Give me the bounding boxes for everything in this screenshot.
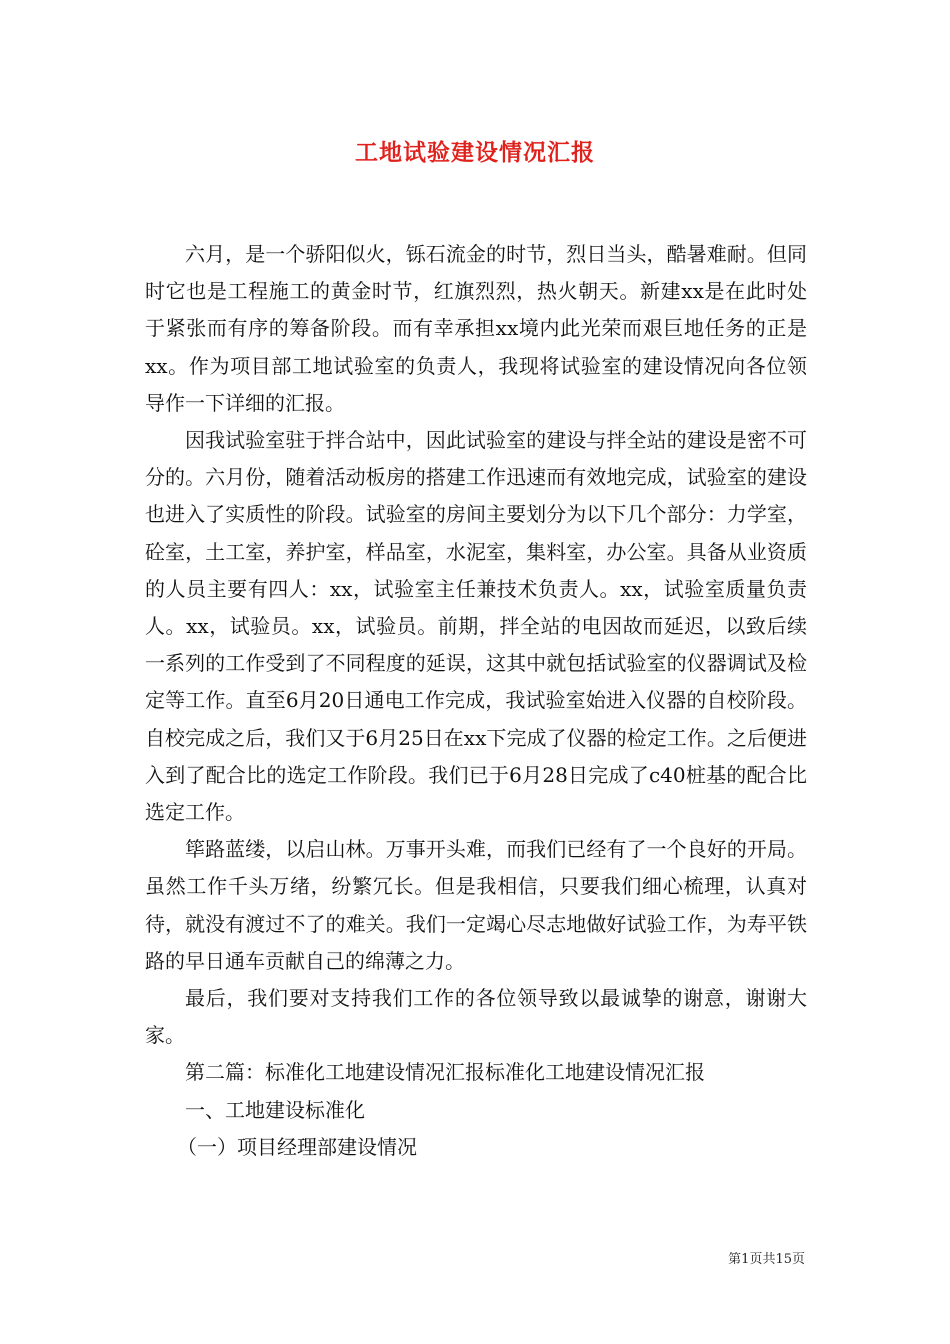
document-title: 工地试验建设情况汇报 [355,139,595,166]
subsection-heading-project-department: （一）项目经理部建设情况 [177,1134,417,1159]
paragraph-lab-construction: 因我试验室驻于拌合站中，因此试验室的建设与拌全站的建设是密不可分的。六月份，随着活动板房的搭建工作迅速而有效地完成，试验室的建设也进入了实质性的阶段。试验室的房间主要划分为以下几个部分：力学室，砼室，土工室，养护室，样品室，水泥室，集料室，办公室。具备从业资质的人员主要有四人：xx，试验室主任兼技术负责人。xx，试验室质量负责人。xx，试验员。xx，试验员。前期，拌全站的电因故而延迟，以致后续一系列的工作受到了不同程度的延误，这其中就包括试验室的仪器调试及检定等工作。直至6月20日通电工作完成，我试验室始进入仪器的自校阶段。自校完成之后，我们又于6月25日在xx下完成了仪器的检定工作。之后便进入到了配合比的选定工作阶段。我们已于6月28日完成了c40桩基的配合比选定工作。 [145,428,807,825]
section-heading-second-article: 第二篇：标准化工地建设情况汇报标准化工地建设情况汇报 [185,1060,705,1085]
paragraph-outlook: 筚路蓝缕，以启山林。万事开头难，而我们已经有了一个良好的开局。虽然工作千头万绪，纷繁冗长。但是我相信，只要我们细心梳理，认真对待，就没有渡过不了的难关。我们一定竭心尽志地做好试验工作，为寿平铁路的早日通车贡献自己的绵薄之力。 [145,837,807,973]
paragraph-intro: 六月，是一个骄阳似火，铄石流金的时节，烈日当头，酷暑难耐。但同时它也是工程施工的黄金时节，红旗烈烈，热火朝天。新建xx是在此时处于紧张而有序的筹备阶段。而有幸承担xx境内此光荣而艰巨地任务的正是xx。作为项目部工地试验室的负责人，我现将试验室的建设情况向各位领导作一下详细的汇报。 [145,242,807,415]
document-body [145,236,807,1166]
paragraph-thanks: 最后，我们要对支持我们工作的各位领导致以最诚挚的谢意，谢谢大家。 [145,986,807,1048]
page-number: 第1页共15页 [728,1252,805,1267]
section-heading-standardization: 一、工地建设标准化 [185,1097,365,1122]
